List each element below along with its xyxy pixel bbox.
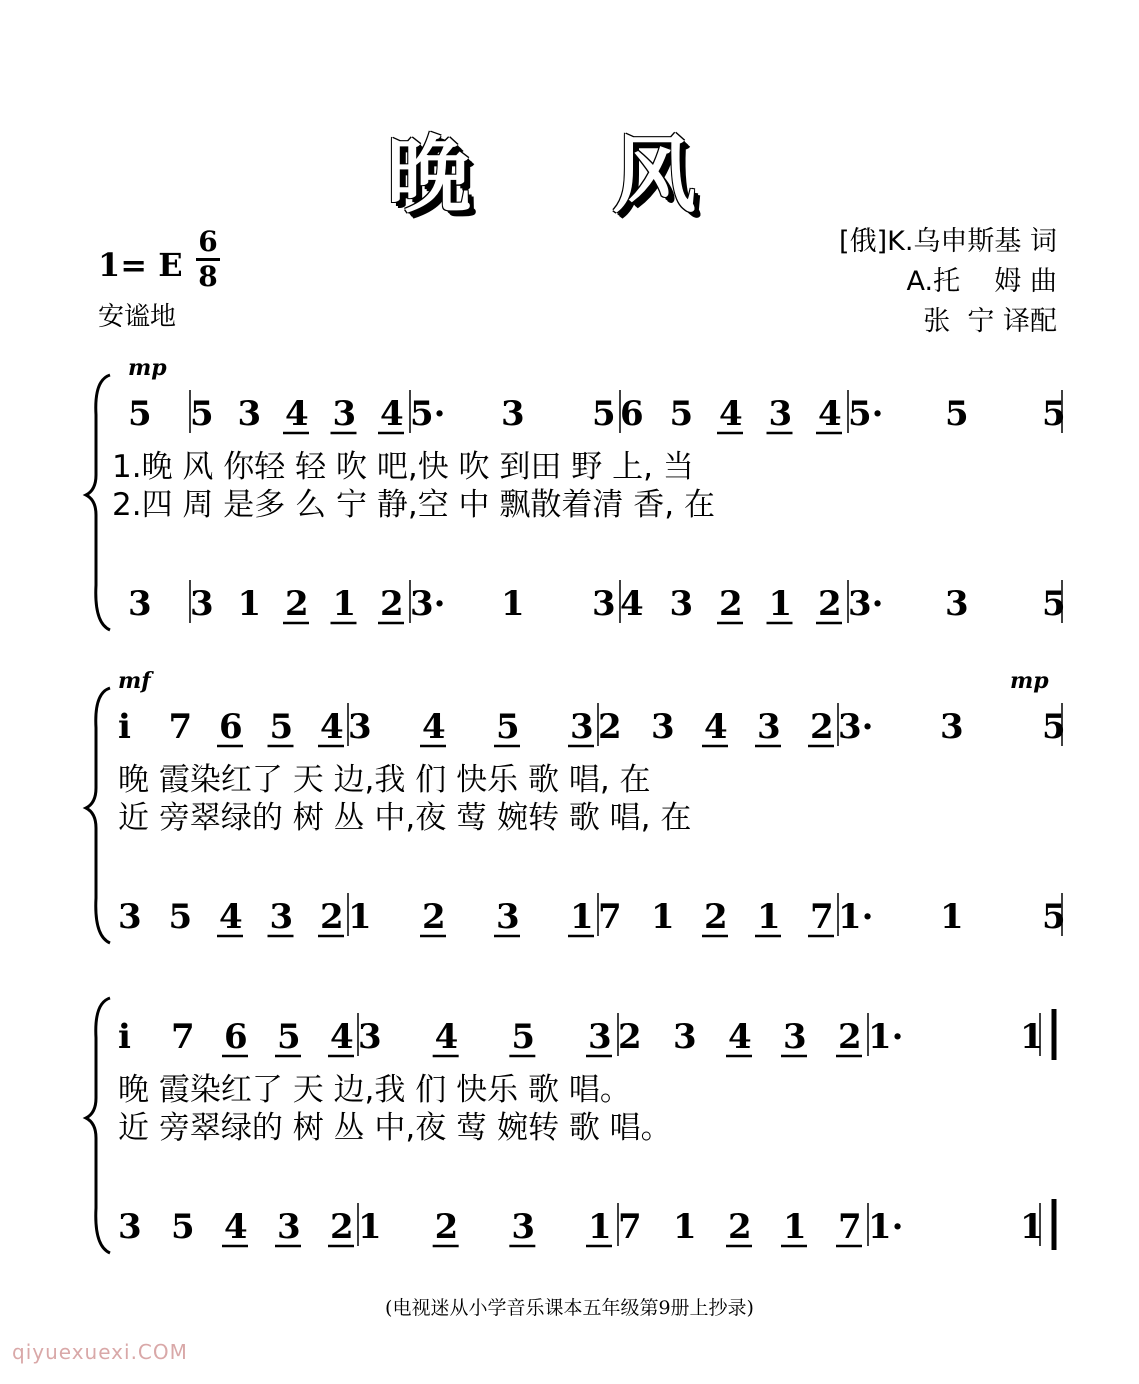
harmony-note: 3· [410,584,446,624]
time-signature-bottom: 8 [198,260,218,293]
melody-note: i [118,707,131,747]
harmony-note: 1 [332,584,357,624]
melody-note: 5· [848,394,884,434]
harmony-note: 2 [422,897,446,937]
melody-note: 4 [704,707,728,747]
melody-note: 5 [1042,707,1066,747]
harmony-note: 1· [838,897,874,937]
harmony-note: 1 [768,584,793,624]
harmony-note: 2 [380,584,404,624]
lyric-verse-1: 晚 霞染红了 天 边,我 们 快乐 歌 唱。 [118,1072,631,1108]
harmony-note: 5 [171,1207,195,1247]
time-signature-top: 6 [198,225,218,258]
melody-note: 4 [380,394,404,434]
system-brace [86,375,110,630]
lyric-verse-2: 近 旁翠绿的 树 丛 中,夜 莺 婉转 歌 唱。 [118,1110,672,1146]
melody-note: 3 [588,1017,612,1057]
melody-note: 2 [838,1017,862,1057]
dynamic-marking: mf [118,668,151,694]
harmony-note: 1 [237,584,262,624]
melody-note: 3 [501,394,525,434]
melody-note: 2 [598,707,622,747]
harmony-note: 7 [838,1207,862,1247]
melody-note: 3 [570,707,594,747]
harmony-note: 1 [940,897,964,937]
melody-note: 7 [171,1017,195,1057]
harmony-note: 1 [757,897,781,937]
harmony-note: 1 [588,1207,612,1247]
melody-note: 5 [190,394,214,434]
harmony-note: 3 [269,897,294,937]
harmony-note: 3 [118,1207,142,1247]
melody-note: 6 [620,394,644,434]
harmony-note: 2 [818,584,842,624]
harmony-note: 3 [118,897,142,937]
melody-note: 5 [277,1017,301,1057]
melody-note: 3· [838,707,874,747]
harmony-note: 5 [168,897,193,937]
lyric-verse-1: 1.晚 风 你轻 轻 吹 吧,快 吹 到田 野 上, 当 [112,449,694,485]
harmony-note: 2 [728,1207,752,1247]
melody-note: 3 [673,1017,697,1057]
melody-note: 3 [651,707,675,747]
harmony-note: 7 [598,897,622,937]
harmony-note: 3 [945,584,969,624]
melody-note: 6 [224,1017,248,1057]
harmony-note: 1 [673,1207,697,1247]
melody-note: 3 [358,1017,382,1057]
melody-note: 2 [618,1017,642,1057]
lyric-verse-2: 2.四 周 是多 么 宁 静,空 中 飘散着清 香, 在 [112,487,715,523]
harmony-note: 1 [501,584,525,624]
source-note: (电视迷从小学音乐课本五年级第9册上抄录) [385,1297,754,1319]
song-title: 晚 风 [386,125,753,224]
melody-note: 4 [285,394,309,434]
melody-note: 4 [728,1017,752,1057]
harmony-note: 7 [810,897,834,937]
harmony-note: 4 [219,897,243,937]
melody-note: 3 [237,394,262,434]
harmony-note: 2 [719,584,743,624]
harmony-note: 1· [868,1207,904,1247]
harmony-note: 2 [330,1207,354,1247]
harmony-note: 1 [570,897,594,937]
harmony-note: 4 [620,584,644,624]
harmony-note: 1 [651,897,675,937]
harmony-note: 1 [358,1207,382,1247]
melody-note: 3 [332,394,357,434]
translator-credit: 张 宁 译配 [923,306,1057,337]
harmony-note: 3 [128,584,152,624]
melody-note: 2 [810,707,834,747]
harmony-note: 7 [618,1207,642,1247]
melody-note: 4 [719,394,743,434]
harmony-note: 2 [320,897,344,937]
tempo-marking: 安谧地 [98,302,177,332]
dynamic-marking: mp [128,355,167,381]
harmony-note: 5 [1042,897,1066,937]
system-brace [86,998,110,1253]
melody-note: 4 [330,1017,354,1057]
harmony-note: 3 [496,897,520,937]
harmony-note: 3 [592,584,616,624]
harmony-note: 3 [511,1207,536,1247]
harmony-note: 1 [783,1207,807,1247]
composer-credit: A.托 姆 曲 [906,266,1057,297]
melody-note: 4 [434,1017,459,1057]
melody-note: 5· [410,394,446,434]
harmony-note: 3 [669,584,694,624]
harmony-note: 1 [348,897,372,937]
key-signature: 1= E [98,246,183,284]
melody-note: 3 [757,707,781,747]
melody-note: 3 [768,394,793,434]
melody-note: 3 [783,1017,807,1057]
melody-note: 5 [1042,394,1066,434]
melody-note: 6 [219,707,243,747]
melody-note: 5 [511,1017,536,1057]
lyric-verse-2: 近 旁翠绿的 树 丛 中,夜 莺 婉转 歌 唱, 在 [118,800,692,836]
melody-note: i [118,1017,131,1057]
lyric-verse-1: 晚 霞染红了 天 边,我 们 快乐 歌 唱, 在 [118,762,651,798]
harmony-note: 3 [277,1207,301,1247]
harmony-note: 2 [285,584,309,624]
melody-note: 5 [592,394,616,434]
harmony-note: 3 [190,584,214,624]
melody-note: 1 [1020,1017,1044,1057]
harmony-note: 2 [434,1207,459,1247]
melody-note: 5 [669,394,694,434]
lyricist-credit: [俄]K.乌申斯基 词 [839,226,1057,257]
melody-note: 4 [818,394,842,434]
harmony-note: 3· [848,584,884,624]
melody-note: 5 [496,707,520,747]
melody-note: 5 [945,394,969,434]
melody-note: 5 [269,707,294,747]
harmony-note: 4 [224,1207,248,1247]
watermark: qiyuexuexi.COM [12,1340,188,1364]
melody-note: 4 [422,707,446,747]
melody-note: 4 [320,707,344,747]
melody-note: 1· [868,1017,904,1057]
harmony-note: 1 [1020,1207,1044,1247]
melody-note: 5 [128,394,152,434]
melody-note: 7 [168,707,193,747]
harmony-note: 2 [704,897,728,937]
melody-note: 3 [348,707,372,747]
harmony-note: 5 [1042,584,1066,624]
melody-note: 3 [940,707,964,747]
dynamic-marking: mp [1010,668,1049,694]
system-brace [86,688,110,943]
